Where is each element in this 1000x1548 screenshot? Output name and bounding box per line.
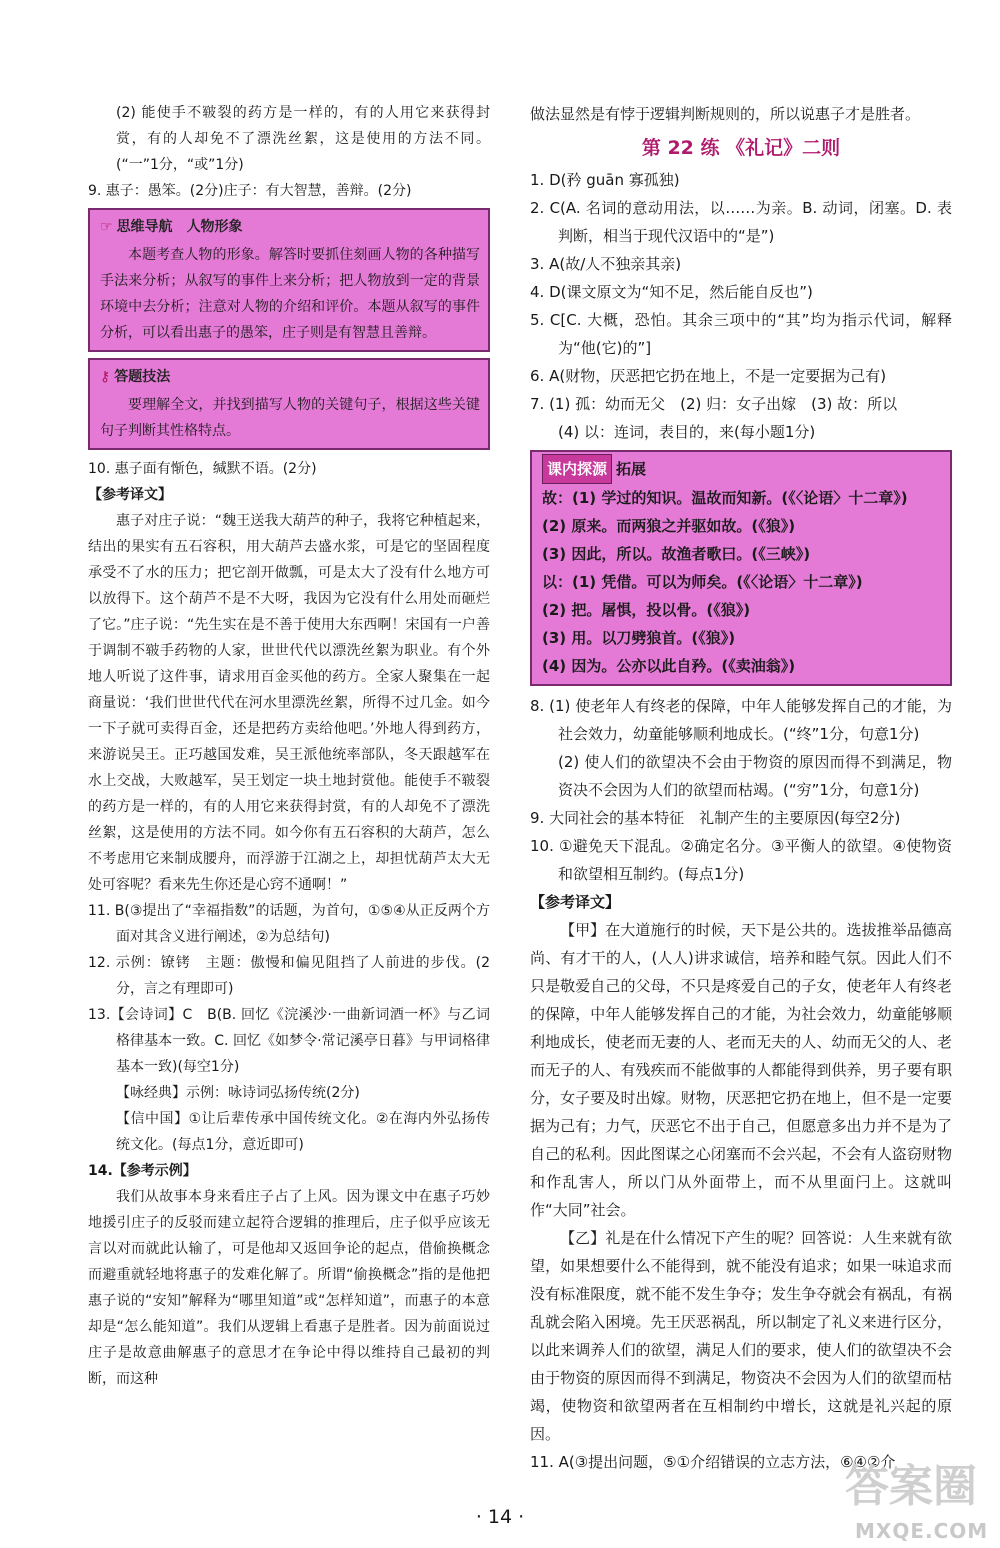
extension-line: 故：(1) 学过的知识。温故而知新。(《〈论语〉十二章》)	[542, 489, 908, 507]
r-translation-jia: 【甲】在大道施行的时候，天下是公共的。选拔推举品德高尚、有才干的人，(人人)讲求诚信，培养和睦气氛。因此人们不只是敬爱自己的父母，不只是疼爱自己的子女，使老年人有终老的保障，中年人能够发挥自己的才能，为社会效力，幼童能够顺利地成长，使老而无妻的人、老而无夫的人、幼而无父的人、老而无子的人、有残疾而不能做事的人都能得到供养，男子要有职分，女子要及时出嫁。财物，厌恶把它扔在地上，但不是一定要据为己有；力气，厌恶它不出于自己，但愿意多出力并不是为了自己的私利。因此图谋之心闭塞而不会兴起，不会有人盗窃财物和作乱害人，所以门从外面带上，而不从里面闩上。这就叫作“大同”社会。	[530, 921, 952, 1219]
r-q1: 1. D(矜 guān 寡孤独)	[530, 171, 680, 189]
extension-line: 以：(1) 凭借。可以为师矣。(《〈论语〉十二章》)	[542, 573, 863, 591]
q13: 13.【会诗词】C B(B. 回忆《浣溪沙·一曲新词酒一杯》与乙词格律基本一致。C. 回忆《如梦令·常记溪亭日暮》与甲词格律基本一致)(每空1分)	[88, 1007, 490, 1075]
q10: 10. 惠子面有惭色，缄默不语。(2分)	[88, 461, 317, 477]
answer-technique-box	[88, 358, 490, 450]
r-q3: 3. A(故/人不独亲其亲)	[530, 255, 682, 273]
extension-tag-rest: 拓展	[616, 460, 647, 478]
q9: 9. 惠子：愚笨。(2分)庄子：有大智慧，善辩。(2分)	[88, 183, 412, 199]
extension-line: (3) 用。以刀劈狼首。(《狼》)	[542, 629, 736, 647]
watermark-url: MXQE.COM	[855, 1519, 989, 1543]
reference-translation-title: 【参考译文】	[88, 487, 172, 503]
extension-line: (2) 原来。而两狼之并驱如故。(《狼》)	[542, 517, 796, 535]
page-number: · 14 ·	[475, 1506, 525, 1528]
extension-line: (4) 因为。公亦以此自矜。(《卖油翁》)	[542, 657, 796, 675]
watermark-logo: 答案圈	[845, 1461, 977, 1512]
answer-technique-title: ⚷ 答题技法	[100, 369, 171, 385]
extension-header	[542, 454, 942, 484]
r-q4: 4. D(课文原文为“知不足，然后能自反也”)	[530, 283, 813, 301]
r-reference-title: 【参考译文】	[530, 893, 621, 911]
key-icon: ⚷	[100, 369, 111, 385]
right-column	[530, 100, 952, 1476]
r-q7-line1: 7. (1) 孤：幼而无父 (2) 归：女子出嫁 (3) 故：所以	[530, 395, 898, 413]
q13-part3: 【信中国】①让后辈传承中国传统文化。②在海内外弘扬传统文化。(每点1分，意近即可)	[116, 1111, 490, 1153]
extension-line: (2) 把。屠惧，投以骨。(《狼》)	[542, 601, 751, 619]
r-q10: 10. ①避免天下混乱。②确定名分。③平衡人的欲望。④使物资和欲望相互制约。(每点1分)	[530, 837, 952, 883]
extension-line: (3) 因此，所以。故渔者歌曰。(《三峡》)	[542, 545, 811, 563]
q12: 12. 示例：镣铐 主题：傲慢和偏见阻挡了人前进的步伐。(2分，言之有理即可)	[88, 955, 490, 997]
q13-part2: 【咏经典】示例：咏诗词弘扬传统(2分)	[116, 1085, 360, 1101]
pointing-hand-icon: ☞	[100, 219, 113, 235]
r-q7-line2: (4) 以：连词，表目的，来(每小题1分)	[558, 423, 816, 441]
r-q8-part1: 8. (1) 使老年人有终老的保障，中年人能够发挥自己的才能，为社会效力，幼童能够顺利地成长。(“终”1分，句意1分)	[530, 697, 952, 743]
r-q5: 5. C[C. 大概，恐怕。其余三项中的“其”均为指示代词，解释为“他(它)的”]	[530, 311, 952, 357]
reference-translation: 惠子对庄子说：“魏王送我大葫芦的种子，我将它种植起来，结出的果实有五石容积，用大葫芦去盛水浆，可是它的坚固程度承受不了水的压力；把它剖开做瓢，可是太大了没有什么地方可以放得下。这个葫芦不是不大呀，我因为它没有什么用处而砸烂了它。”庄子说：“先生实在是不善于使用大东西啊！宋国有一户善于调制不皲手药物的人家，世世代代以漂洗丝絮为职业。有个外地人听说了这件事，请求用百金买他的药方。全家人聚集在一起商量说：‘我们世世代代在河水里漂洗丝絮，所得不过几金。如今一下子就可卖得百金，还是把药方卖给他吧。’外地人得到药方，来游说吴王。正巧越国发难，吴王派他统率部队，冬天跟越军在水上交战，大败越军，吴王划定一块土地封赏他。能使手不皲裂的药方是一样的，有的人用它来获得封赏，有的人却免不了漂洗丝絮，这是使用的方法不同。如今你有五石容积的大葫芦，怎么不考虑用它来制成腰舟，而浮游于江湖之上，却担忧葫芦太大无处可容呢？看来先生你还是心窍不通啊！”	[88, 513, 490, 893]
answer-technique-text: 要理解全文，并找到描写人物的关键句子，根据这些关键句子判断其性格特点。	[100, 397, 480, 439]
extension-tag: 课内探源	[542, 454, 612, 484]
section-title: 第 22 练 《礼记》二则	[641, 137, 841, 159]
thinking-guide-box	[88, 208, 490, 352]
r-q8-part2: (2) 使人们的欲望决不会由于物资的原因而得不到满足，物资决不会因为人们的欲望而枯竭。(“穷”1分，句意1分)	[558, 753, 952, 799]
q8-part2: (2) 能使手不皲裂的药方是一样的，有的人用它来获得封赏，有的人却免不了漂洗丝絮，这是使用的方法不同。(“一”1分，“或”1分)	[116, 105, 490, 173]
extension-box	[530, 450, 952, 686]
r-translation-yi: 【乙】礼是在什么情况下产生的呢？回答说：人生来就有欲望，如果想要什么不能得到，就不能没有追求；如果一味追求而没有标准限度，就不能不发生争夺；发生争夺就会有祸乱，有祸乱就会陷入困境。先王厌恶祸乱，所以制定了礼义来进行区分，以此来调养人们的欲望，满足人们的要求，使人们的欲望决不会由于物资的原因而得不到满足，物资决不会因为人们的欲望而枯竭，使物资和欲望两者在互相制约中增长，这就是礼兴起的原因。	[530, 1229, 952, 1443]
r-q11: 11. A(③提出问题，⑤①介绍错误的立志方法，⑥④②介	[530, 1453, 896, 1471]
thinking-guide-title: ☞ 思维导航 人物形象	[100, 219, 243, 235]
r-q6: 6. A(财物，厌恶把它扔在地上，不是一定要据为己有)	[530, 367, 887, 385]
thinking-guide-text: 本题考查人物的形象。解答时要抓住刻画人物的各种描写手法来分析；从叙写的事件上来分析；把人物放到一定的背景环境中去分析；注意对人物的介绍和评价。本题从叙写的事件分析，可以看出惠子的愚笨，庄子则是有智慧且善辩。	[100, 247, 480, 341]
r-q9: 9. 大同社会的基本特征 礼制产生的主要原因(每空2分)	[530, 809, 901, 827]
r-q2: 2. C(A. 名词的意动用法，以……为亲。B. 动词，闭塞。D. 表判断，相当于现代汉语中的“是”)	[530, 199, 952, 245]
q14-title: 14.【参考示例】	[88, 1163, 197, 1179]
q14-text: 我们从故事本身来看庄子占了上风。因为课文中在惠子巧妙地援引庄子的反驳而建立起符合逻辑的推理后，庄子似乎应该无言以对而就此认输了，可是他却又返回争论的起点，借偷换概念而避重就轻地将惠子的发难化解了。所谓“偷换概念”指的是他把惠子说的“安知”解释为“哪里知道”或“怎样知道”，而惠子的本意却是“怎么能知道”。我们从逻辑上看惠子是胜者。因为前面说过庄子是故意曲解惠子的意思才在争论中得以维持自己最初的判断，而这种	[88, 1189, 490, 1387]
continued-text: 做法显然是有悖于逻辑判断规则的，所以说惠子才是胜者。	[530, 105, 921, 123]
left-column	[88, 100, 490, 1392]
q11: 11. B(③提出了“幸福指数”的话题，为首句，①⑤④从正反两个方面对其含义进行阐述，②为总结句)	[88, 903, 490, 945]
